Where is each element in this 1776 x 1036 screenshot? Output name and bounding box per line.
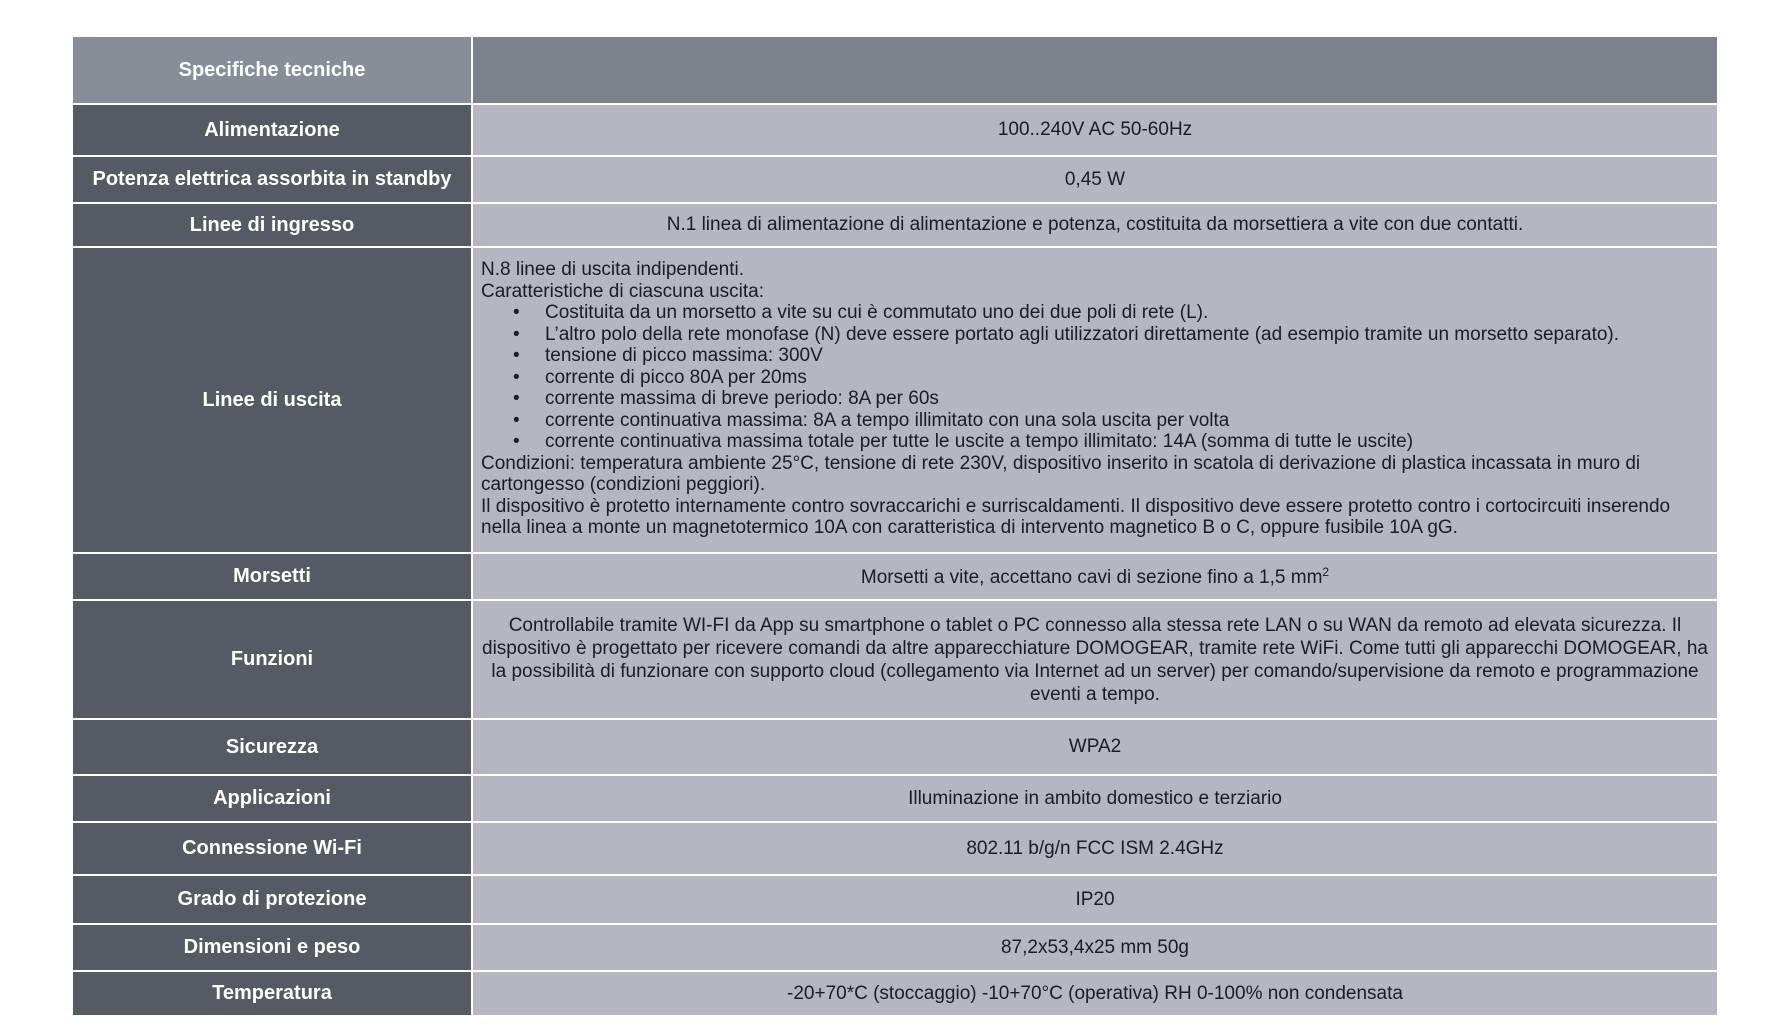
list-item: • tensione di picco massima: 300V <box>545 345 1709 367</box>
list-item: • corrente massima di breve periodo: 8A per 60s <box>545 388 1709 410</box>
row-value-funzioni <box>472 600 1718 719</box>
list-item: • corrente continuativa massima: 8A a tempo illimitato con una sola uscita per volta <box>545 410 1709 432</box>
uscita-intro-1: N.8 linee di uscita indipendenti. <box>481 259 745 281</box>
table-row <box>72 600 1718 719</box>
table-row <box>72 247 1718 553</box>
row-label-funzioni: Funzioni <box>72 600 472 719</box>
table-row <box>72 719 1718 775</box>
row-label-protezione: Grado di protezione <box>72 875 472 924</box>
uscita-conditions: Condizioni: temperatura ambiente 25°C, tensione di rete 230V, dispositivo inserito in scatola di derivazione di plastica incassata in muro di cartongesso (condizioni peggiori). <box>481 452 1641 496</box>
table-header-row <box>72 36 1718 104</box>
row-value-wifi: 802.11 b/g/n FCC ISM 2.4GHz <box>472 822 1718 875</box>
table-row <box>72 553 1718 600</box>
row-value-dimensioni: 87,2x53,4x25 mm 50g <box>472 924 1718 971</box>
row-value-ingresso: N.1 linea di alimentazione di alimentazione e potenza, costituita da morsettiera a vite con due contatti. <box>472 203 1718 247</box>
row-value-potenza: 0,45 W <box>472 156 1718 203</box>
row-label-sicurezza: Sicurezza <box>72 719 472 775</box>
list-item: • corrente continuativa massima totale per tutte le uscite a tempo illimitato: 14A (somma di tutte le uscite) <box>545 431 1709 453</box>
row-label-applicazioni: Applicazioni <box>72 775 472 822</box>
list-item: • L’altro polo della rete monofase (N) deve essere portato agli utilizzatori direttamente (ad esempio tramite un morsetto separato). <box>545 324 1709 346</box>
row-value-alimentazione: 100..240V AC 50-60Hz <box>472 104 1718 156</box>
header-label: Specifiche tecniche <box>72 36 472 104</box>
row-value-protezione: IP20 <box>472 875 1718 924</box>
list-item: • corrente di picco 80A per 20ms <box>545 367 1709 389</box>
table-row <box>72 971 1718 1016</box>
table-row <box>72 104 1718 156</box>
row-value-morsetti <box>472 553 1718 600</box>
table-row <box>72 203 1718 247</box>
row-label-ingresso: Linee di ingresso <box>72 203 472 247</box>
row-label-dimensioni: Dimensioni e peso <box>72 924 472 971</box>
table-row <box>72 822 1718 875</box>
row-value-applicazioni: Illuminazione in ambito domestico e terziario <box>472 775 1718 822</box>
row-label-uscita: Linee di uscita <box>72 247 472 553</box>
row-label-temperatura: Temperatura <box>72 971 472 1016</box>
row-label-alimentazione: Alimentazione <box>72 104 472 156</box>
row-value-sicurezza: WPA2 <box>472 719 1718 775</box>
table-row <box>72 156 1718 203</box>
table-row <box>72 875 1718 924</box>
uscita-details <box>473 249 1717 551</box>
row-label-potenza: Potenza elettrica assorbita in standby <box>72 156 472 203</box>
list-item: • Costituita da un morsetto a vite su cui è commutato uno dei due poli di rete (L). <box>545 302 1709 324</box>
funzioni-text: Controllabile tramite WI-FI da App su smartphone o tablet o PC connesso alla stessa rete LAN o su WAN da remoto ad elevata sicurezza. Il dispositivo è progettato per ricevere comandi da altre apparecchiature DOMOGEAR, tramite rete WiFi. Come tutti gli apparecchi DOMOGEAR, ha la possibilità di funzionare con supporto cloud (collegamento via Internet ad un server) per comando/supervisione da remoto e programmazione eventi a tempo. <box>482 614 1708 705</box>
table-row <box>72 775 1718 822</box>
header-value <box>472 36 1718 104</box>
uscita-protection: Il dispositivo è protetto internamente contro sovraccarichi e surriscaldamenti. Il dispositivo deve essere protetto contro i cortocircuiti inserendo nella linea a monte un magnetotermico 10A con caratteristica di intervento magnetico B o C, oppure fusibile 10A gG. <box>481 495 1671 539</box>
morsetti-text: Morsetti a vite, accettano cavi di sezione fino a 1,5 mm <box>860 566 1323 588</box>
specs-table <box>71 35 1719 1017</box>
uscita-bullet-list <box>481 302 1709 453</box>
row-label-wifi: Connessione Wi-Fi <box>72 822 472 875</box>
row-label-morsetti: Morsetti <box>72 553 472 600</box>
uscita-intro-2: Caratteristiche di ciascuna uscita: <box>481 280 765 302</box>
superscript-2: 2 <box>1322 564 1330 579</box>
table-row <box>72 924 1718 971</box>
row-value-uscita <box>472 247 1718 553</box>
row-value-temperatura: -20+70*C (stoccaggio) -10+70°C (operativa) RH 0-100% non condensata <box>472 971 1718 1016</box>
